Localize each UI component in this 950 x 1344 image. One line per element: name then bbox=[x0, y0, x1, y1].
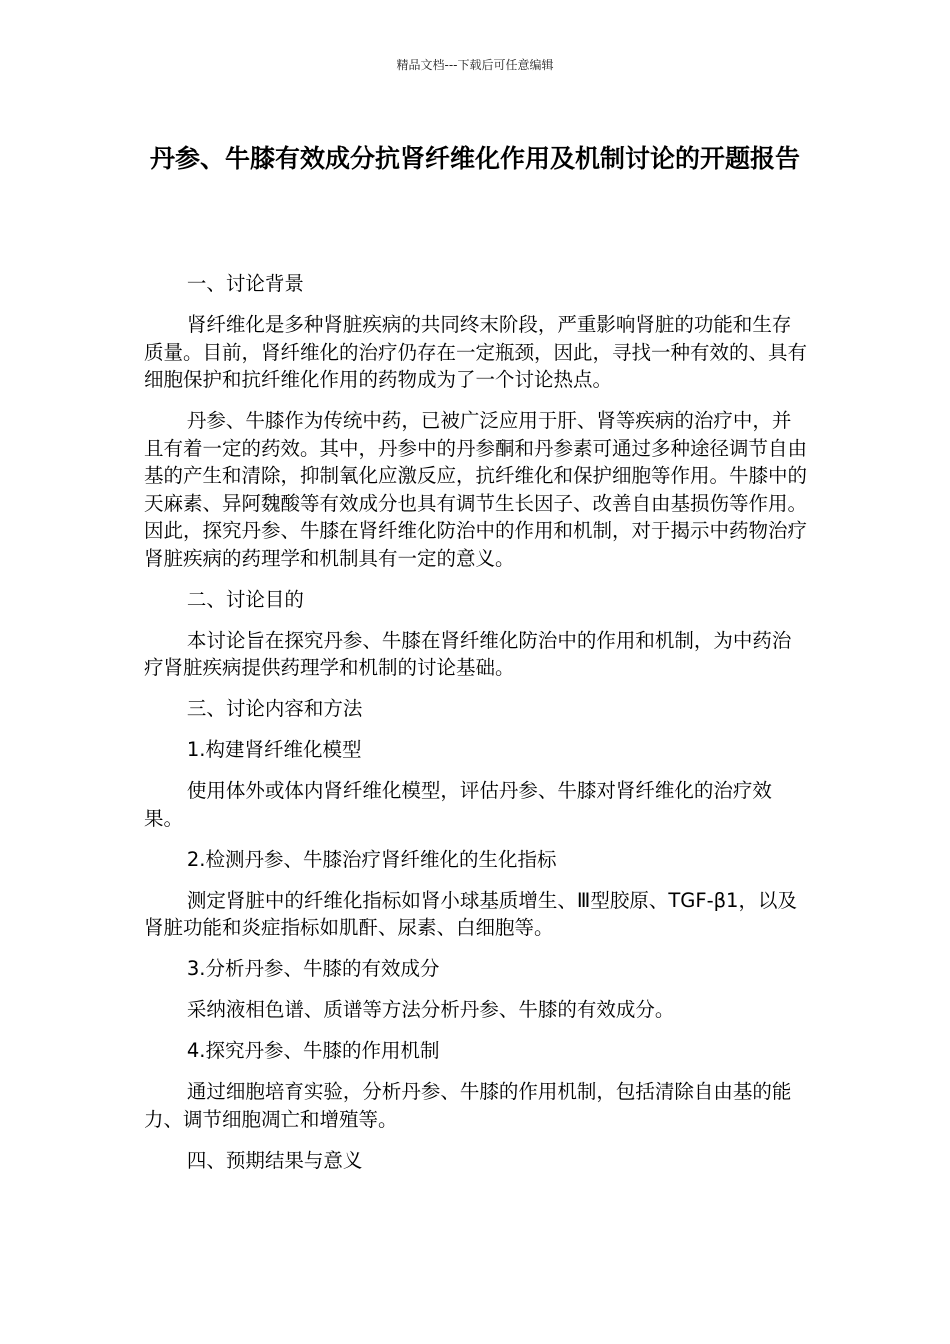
paragraph: 本讨论旨在探究丹参、牛膝在肾纤维化防治中的作用和机制，为中药治疗肾脏疾病提供药理学和机制的讨论基础。 bbox=[144, 628, 792, 679]
paragraph: 测定肾脏中的纤维化指标如肾小球基质增生、Ⅲ型胶原、TGF-β1，以及肾脏功能和炎症指标如肌酐、尿素、白细胞等。 bbox=[144, 888, 797, 939]
subheading: 1.构建肾纤维化模型 bbox=[186, 738, 362, 761]
page-header: 精品文档---下载后可任意编辑 bbox=[396, 58, 554, 72]
section-heading-background: 一、讨论背景 bbox=[186, 272, 304, 295]
subheading: 4.探究丹参、牛膝的作用机制 bbox=[186, 1039, 440, 1062]
document-title: 丹参、牛膝有效成分抗肾纤维化作用及机制讨论的开题报告 bbox=[149, 144, 800, 173]
paragraph: 通过细胞培育实验，分析丹参、牛膝的作用机制，包括清除自由基的能力、调节细胞凋亡和增殖等。 bbox=[144, 1080, 792, 1131]
paragraph: 采纳液相色谱、质谱等方法分析丹参、牛膝的有效成分。 bbox=[186, 998, 675, 1021]
subheading: 2.检测丹参、牛膝治疗肾纤维化的生化指标 bbox=[186, 847, 557, 871]
paragraph: 使用体外或体内肾纤维化模型，评估丹参、牛膝对肾纤维化的治疗效果。 bbox=[144, 779, 772, 830]
section-heading-purpose: 二、讨论目的 bbox=[186, 587, 304, 611]
paragraph: 丹参、牛膝作为传统中药，已被广泛应用于肝、肾等疾病的治疗中，并且有着一定的药效。其中，丹参中的丹参酮和丹参素可通过多种途径调节自由基的产生和清除，抑制氧化应激反应，抗纤维化和保护细胞等作用。牛膝中的天麻素、异阿魏酸等有效成分也具有调节生长因子、改善自由基损伤等作用。因此，探究丹参、牛膝在肾纤维化防治中的作用和机制，对于揭示中药物治疗肾脏疾病的药理学和机制具有一定的意义。 bbox=[144, 409, 808, 570]
section-heading-content-methods: 三、讨论内容和方法 bbox=[186, 697, 363, 720]
document-body bbox=[144, 270, 808, 1188]
paragraph: 肾纤维化是多种肾脏疾病的共同终末阶段，严重影响肾脏的功能和生存质量。目前，肾纤维化的治疗仍存在一定瓶颈，因此，寻找一种有效的、具有细胞保护和抗纤维化作用的药物成为了一个讨论热点。 bbox=[144, 313, 808, 391]
subheading: 3.分析丹参、牛膝的有效成分 bbox=[186, 957, 440, 980]
section-heading-expected-results: 四、预期结果与意义 bbox=[186, 1148, 363, 1172]
